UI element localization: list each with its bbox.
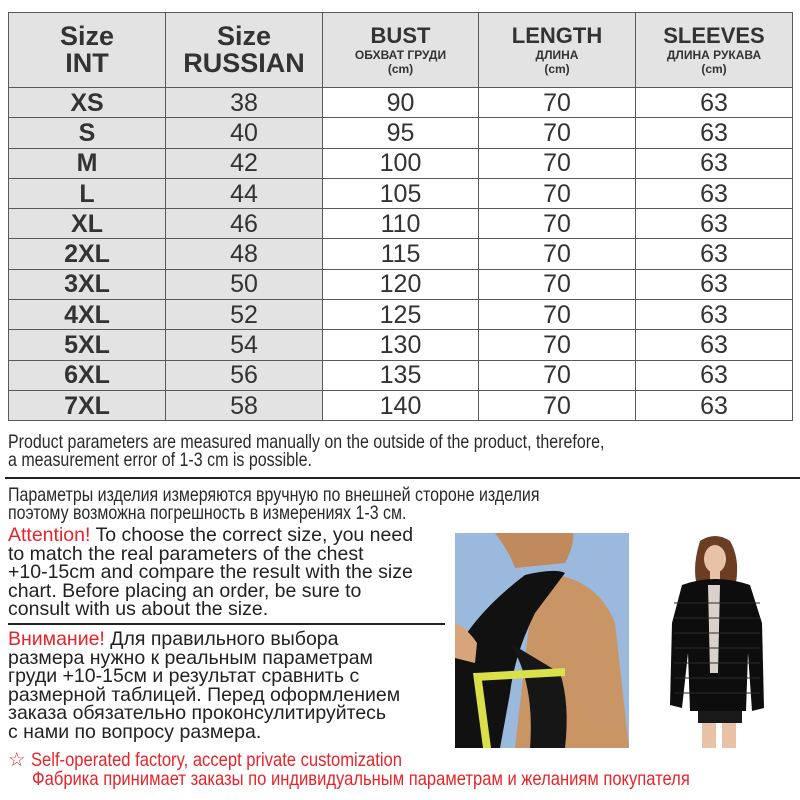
attention-text: to match the real parameters of the chest	[8, 542, 364, 565]
cell-size-russian: 54	[166, 330, 323, 360]
attention-text: To choose the correct size, you need	[90, 524, 414, 546]
cell-length: 70	[479, 209, 636, 239]
attention-text: Для правильного выбора	[104, 628, 339, 650]
cell-size-int: 3XL	[9, 269, 166, 299]
cell-sleeves: 63	[636, 390, 793, 420]
attention-text: consult with us about the size.	[8, 598, 269, 620]
attention-text: размерной таблицей. Перед оформлением	[8, 683, 401, 706]
attention-label: Attention!	[8, 524, 91, 546]
cell-size-int: 5XL	[9, 330, 166, 360]
cell-sleeves: 63	[636, 330, 793, 360]
cell-bust: 120	[323, 269, 479, 299]
footer-customization	[8, 751, 800, 789]
cell-sleeves: 63	[636, 360, 793, 390]
cell-bust: 90	[323, 88, 479, 118]
table-row	[9, 269, 793, 299]
table-row	[9, 209, 793, 239]
header-label: BUST	[370, 23, 431, 48]
table-row	[9, 88, 793, 118]
header-label: INT	[65, 48, 109, 78]
header-unit: (cm)	[701, 62, 727, 76]
cell-length: 70	[479, 148, 636, 178]
header-label: RUSSIAN	[183, 48, 305, 78]
cell-sleeves: 63	[636, 178, 793, 208]
cell-size-int: 7XL	[9, 390, 166, 420]
cell-sleeves: 63	[636, 239, 793, 269]
cell-bust: 110	[323, 209, 479, 239]
cell-length: 70	[479, 300, 636, 330]
model-illustration	[660, 533, 770, 748]
table-row	[9, 148, 793, 178]
attention-text: +10-15cm and compare the result with the size	[8, 561, 413, 583]
header-size-int	[9, 13, 166, 88]
note-line: Параметры изделия измеряются вручную по внешней стороне изделия	[8, 484, 540, 506]
measuring-tape-illustration	[455, 533, 629, 748]
header-sublabel: ОБХВАТ ГРУДИ	[354, 48, 447, 62]
cell-bust: 125	[323, 300, 479, 330]
attention-en	[8, 526, 413, 619]
header-label: Size	[216, 21, 272, 51]
cell-bust: 105	[323, 178, 479, 208]
divider	[5, 477, 800, 479]
cell-sleeves: 63	[636, 118, 793, 148]
cell-bust: 140	[323, 390, 479, 420]
header-bust	[323, 13, 479, 88]
cell-size-int: 4XL	[9, 300, 166, 330]
cell-length: 70	[479, 88, 636, 118]
measurement-note-ru	[8, 486, 656, 522]
header-label: Size	[59, 21, 115, 51]
table-header-row	[9, 13, 793, 88]
cell-sleeves: 63	[636, 148, 793, 178]
cell-length: 70	[479, 269, 636, 299]
cell-size-int: S	[9, 118, 166, 148]
header-sublabel: ДЛИНА РУКАВА	[666, 48, 762, 62]
cell-size-russian: 40	[166, 118, 323, 148]
cell-sleeves: 63	[636, 88, 793, 118]
note-line: a measurement error of 1-3 cm is possible.	[8, 449, 312, 471]
cell-sleeves: 63	[636, 269, 793, 299]
fur-coat-model-photo	[660, 533, 770, 748]
attention-text: заказа обязательно проконсулитируйтесь	[8, 702, 387, 724]
cell-size-russian: 42	[166, 148, 323, 178]
cell-size-int: L	[9, 178, 166, 208]
header-unit: (cm)	[544, 62, 570, 76]
attention-ru	[8, 630, 400, 741]
attention-text: размера нужно к реальным параметрам	[8, 646, 373, 669]
cell-size-int: 6XL	[9, 360, 166, 390]
header-label: LENGTH	[511, 23, 603, 48]
cell-bust: 135	[323, 360, 479, 390]
cell-bust: 95	[323, 118, 479, 148]
cell-size-russian: 56	[166, 360, 323, 390]
table-row	[9, 239, 793, 269]
cell-size-russian: 46	[166, 209, 323, 239]
cell-sleeves: 63	[636, 300, 793, 330]
star-icon: ☆	[8, 749, 26, 771]
table-row	[9, 330, 793, 360]
divider	[8, 623, 445, 625]
cell-size-russian: 44	[166, 178, 323, 208]
header-sleeves	[636, 13, 793, 88]
attention-text: chart. Before placing an order, be sure to	[8, 579, 362, 602]
cell-length: 70	[479, 239, 636, 269]
cell-bust: 130	[323, 330, 479, 360]
cell-size-russian: 50	[166, 269, 323, 299]
cell-size-russian: 48	[166, 239, 323, 269]
table-row	[9, 300, 793, 330]
attention-text: с нами по вопросу размера.	[8, 720, 262, 743]
cell-size-int: 2XL	[9, 239, 166, 269]
measurement-note-en	[8, 433, 735, 469]
footer-line: Self-operated factory, accept private customization	[30, 749, 402, 771]
cell-size-russian: 58	[166, 390, 323, 420]
header-unit: (cm)	[387, 62, 414, 76]
header-size-russian	[166, 13, 323, 88]
header-sublabel: ДЛИНА	[535, 48, 579, 62]
note-line: Product parameters are measured manually on the outside of the product, therefore,	[8, 431, 605, 453]
table-row	[9, 178, 793, 208]
cell-size-int: XS	[9, 88, 166, 118]
cell-length: 70	[479, 330, 636, 360]
cell-sleeves: 63	[636, 209, 793, 239]
cell-length: 70	[479, 118, 636, 148]
attention-text: груди +10-15см и результат сравнить с	[8, 665, 360, 687]
footer-line: Фабрика принимает заказы по индивидуальным параметрам и желаниям покупателя	[32, 768, 690, 790]
table-row	[9, 390, 793, 420]
cell-size-russian: 52	[166, 300, 323, 330]
table-row	[9, 360, 793, 390]
cell-size-int: M	[9, 148, 166, 178]
chest-measurement-photo	[455, 533, 629, 748]
cell-bust: 100	[323, 148, 479, 178]
cell-size-int: XL	[9, 209, 166, 239]
attention-label: Внимание!	[8, 628, 105, 650]
note-line: поэтому возможна погрешность в измерениях 1-3 см.	[8, 502, 407, 524]
cell-length: 70	[479, 178, 636, 208]
header-label: SLEEVES	[663, 23, 765, 48]
size-chart-table	[8, 12, 793, 421]
cell-bust: 115	[323, 239, 479, 269]
cell-size-russian: 38	[166, 88, 323, 118]
table-row	[9, 118, 793, 148]
cell-length: 70	[479, 360, 636, 390]
header-length	[479, 13, 636, 88]
cell-length: 70	[479, 390, 636, 420]
